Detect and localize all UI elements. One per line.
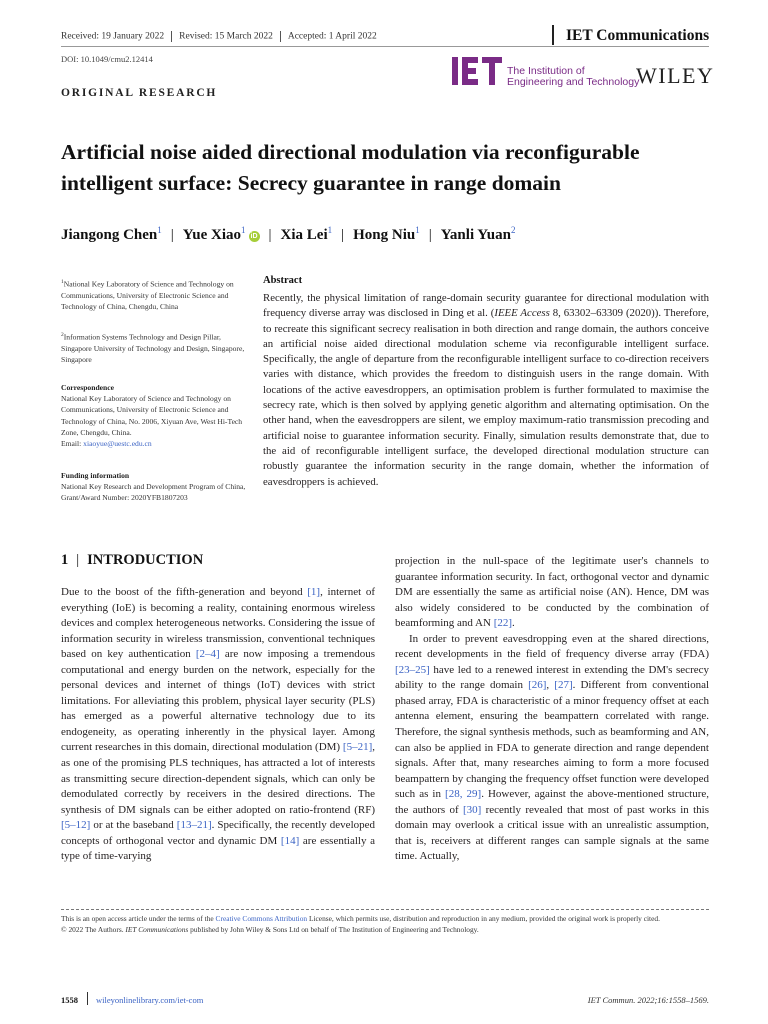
accepted-date: Accepted: 1 April 2022 — [287, 31, 377, 42]
body-text: are now imposing a tremendous computational and energy burden on the network, especially for the personal devices and internet of things (IoT) devices with strict limitations. For alleviating this problem, physical layer security (PLS) has emerged as a powerful alternative technology due to its endogeneity, as operating inherently in the physical layer. Among current researches in this domain, directional modulation (DM) — [61, 648, 375, 754]
orcid-icon[interactable]: iD — [250, 233, 258, 240]
iet-line-1: The Institution of — [507, 65, 585, 77]
footer-divider — [61, 909, 709, 910]
journal-divider — [552, 25, 554, 45]
section-heading — [61, 552, 203, 569]
email-link[interactable]: xiaoyue@uestc.edu.cn — [83, 439, 152, 449]
body-text: or at the baseband — [90, 819, 177, 832]
author-affiliation[interactable]: 1 — [157, 225, 162, 235]
author-name[interactable]: Yue Xiao — [182, 227, 242, 243]
citation-link[interactable]: [30] — [462, 803, 482, 816]
affiliation-marker: 2 — [61, 332, 64, 338]
correspondence-text: National Key Laboratory of Science and Technology on Communications, University of Electronic Science and Technology of China, No. 2006, Xiyuan Ave, West Hi-Tech Zone, Chengdu, China. — [61, 394, 243, 437]
affiliation-marker: 1 — [61, 279, 64, 285]
author-name[interactable]: Yanli Yuan — [440, 227, 511, 243]
correspondence — [61, 382, 251, 449]
citation-link[interactable]: [22] — [493, 617, 513, 630]
affiliation-text: Information Systems Technology and Design Pillar, Singapore University of Technology and Design, Singapore, Singapore — [61, 332, 245, 364]
citation-link[interactable]: [5–12] — [61, 819, 91, 832]
body-text: , — [546, 679, 555, 692]
funding-heading: Funding information — [61, 471, 130, 480]
body-text: Due to the boost of the fifth-generation and beyond — [61, 586, 308, 598]
body-text: , as one of the promising PLS techniques, has attracted a lot of interests as transmitting secure direction-dependent signals, which can only be demodulated correctly by receivers in the desired directions. The synthesis of DM signals can be either adopted on ratio-frontend (RF) — [61, 741, 375, 816]
correspondence-heading: Correspondence — [61, 383, 115, 392]
citation-link[interactable]: [1] — [307, 586, 321, 598]
body-text: . However, against the above-mentioned structure, the authors of — [395, 788, 710, 816]
author-separator: | — [428, 227, 432, 243]
doi: DOI: 10.1049/cmu2.12414 — [61, 54, 153, 64]
article-title: Artificial noise aided directional modulation via reconfigurable intelligent surface: Secrecy guarantee in range domain — [61, 140, 640, 195]
publisher-logo: WILEY — [636, 63, 715, 88]
author-separator: | — [170, 227, 174, 243]
funding — [61, 470, 251, 504]
abstract-journal-ref: IEEE Access — [494, 307, 550, 320]
header-rule — [61, 46, 709, 47]
author-affiliation[interactable]: 2 — [510, 225, 516, 235]
copyright-text: © 2022 The Authors. — [61, 924, 126, 934]
funding-text: National Key Research and Development Program of China, Grant/Award Number: 2020YFB1807203 — [61, 482, 246, 503]
page-separator — [87, 992, 88, 1005]
citation-link[interactable]: [13–21] — [176, 819, 212, 832]
affiliation-1 — [61, 277, 251, 312]
affiliation-2 — [61, 330, 251, 365]
copyright-text: published by John Wiley & Sons Ltd on behalf of The Institution of Engineering and Technology. — [188, 924, 479, 934]
license-text: This is an open access article under the terms of the — [61, 914, 216, 923]
author-affiliation[interactable]: 1 — [241, 225, 246, 235]
affiliation-text: National Key Laboratory of Science and Technology on Communications, University of Electronic Science and Technology of China, Chengdu, China — [61, 279, 234, 311]
abstract-heading: Abstract — [263, 275, 303, 286]
iet-wordmark — [507, 66, 639, 88]
copyright-journal: IET Communications — [125, 924, 189, 934]
body-paragraph — [395, 632, 709, 865]
journal-url-link[interactable]: wileyonlinelibrary.com/iet-com — [96, 995, 204, 1005]
date-divider — [280, 31, 281, 42]
license-notice — [61, 914, 709, 935]
abstract-text: Recently, the physical limitation of range-domain security guarantee for directional modulation with frequency diverse array was disclosed in Ding et al. ( — [263, 292, 709, 320]
body-text: . — [512, 617, 515, 630]
body-text: . Specifically, the recently developed concepts of orthogonal vector and dynamic DM — [61, 819, 376, 847]
body-text: have led to a renewed interest in extending the DM's secrecy ability to the range domain — [395, 663, 709, 692]
body-text: In order to prevent eavesdropping even at the shared directions, recent developments in the field of frequency diverse array (FDA) — [395, 632, 709, 661]
body-text: are essentially a type of time-varying — [61, 834, 375, 863]
citation-link[interactable]: [14] — [280, 834, 300, 847]
body-text: recently revealed that most of past works in this domain may overlook a critical issue with an unrealistic assumption, that is, receivers at different ranges can sample signals at the same time. Actually, — [395, 803, 710, 863]
author-name[interactable]: Jiangong Chen — [61, 227, 158, 243]
body-paragraph — [395, 554, 709, 632]
email-label: Email: — [61, 439, 82, 449]
iet-line-2: Engineering and Technology — [507, 76, 640, 88]
section-separator: | — [76, 552, 80, 568]
article-dates — [61, 31, 377, 42]
citation-link[interactable]: [23–25] — [395, 663, 430, 676]
article-type: ORIGINAL RESEARCH — [61, 87, 218, 99]
section-title: INTRODUCTION — [87, 552, 204, 568]
abstract-text: 8, 63302–63309 (2020)). Therefore, to recreate this significant secrecy realisation in both direction and range domain, the authors conceive an artificial noise aided directional modulation scheme via reconfigurable intelligent surface. Specifically, the angle of departure from the reconfigurable intelligent surface to co-direction receivers varies with distance, which provides the freedom to distinguish users in the range domain. With locations of the active eavesdroppers, an optimisation problem is further formulated to maximise the secrecy rate, which is then solved by applying genetic algorithm and alternating optimisation. On the other hand, when the eavesdroppers are silent, we employ maximum-ratio transmission precoding and artificial noise to guarantee information security. Finally, simulation results demonstrate that, due to the aid of reconfigurable intelligent surface, the developed directional modulation structure can robustly guarantee the information security in the range domain, whether the information of eavesdroppers is achieved. — [263, 307, 709, 488]
abstract-body — [263, 291, 709, 490]
body-column-left — [61, 585, 375, 865]
citation-link[interactable]: [2–4] — [195, 648, 220, 661]
author-list — [61, 225, 515, 244]
body-text: , internet of everything (IoE) is becoming a reality, containing enormous wireless devices and complex heterogeneous networks. Considering the issue of information security in wireless transmission, conventional techniques based on key authentication — [61, 586, 375, 661]
author-name[interactable]: Xia Lei — [280, 227, 328, 243]
citation-line: IET Commun. 2022;16:1558–1569. — [587, 995, 709, 1005]
journal-name: IET Communications — [566, 27, 710, 44]
body-paragraph — [61, 585, 375, 865]
license-text: License, which permits use, distribution and reproduction in any medium, provided the original work is properly cited. — [307, 914, 660, 923]
license-link[interactable]: Creative Commons Attribution — [215, 914, 308, 923]
citation-link[interactable]: [26] — [528, 679, 547, 692]
author-affiliation[interactable]: 1 — [415, 225, 420, 235]
body-text: projection in the null-space of the legitimate user's channels to guarantee information security. In fact, orthogonal vector and dynamic DM are essentially the same as artificial noise (AN). Hence, DM was also widely considered to be conducted by the combination of beamforming and AN — [395, 555, 709, 630]
received-date: Received: 19 January 2022 — [61, 31, 165, 42]
author-name[interactable]: Hong Niu — [353, 227, 416, 243]
citation-link[interactable]: [28, 29] — [445, 788, 482, 801]
page-number: 1558 — [61, 995, 78, 1005]
section-number: 1 — [61, 552, 69, 568]
date-divider — [171, 31, 172, 42]
author-affiliation[interactable]: 1 — [327, 225, 333, 235]
body-column-right — [395, 554, 709, 865]
body-text: . Different from conventional phased array, FDA is characteristic of a minor frequency offset at each antenna element, ensuring the beampattern correlated with range. Therefore, the signal synthesis methods, such as beamforming and AN, can also be applied in FDA to generate direction and range dependent signals. After that, many researches aiming to form a more focused beampattern by changing the frequency offset function were developed such as in — [395, 679, 710, 801]
iet-logo — [452, 57, 502, 85]
author-separator: | — [341, 227, 345, 243]
citation-link[interactable]: [27] — [554, 679, 573, 692]
author-separator: | — [268, 227, 272, 243]
citation-link[interactable]: [5–21] — [342, 741, 373, 754]
revised-date: Revised: 15 March 2022 — [179, 31, 273, 42]
